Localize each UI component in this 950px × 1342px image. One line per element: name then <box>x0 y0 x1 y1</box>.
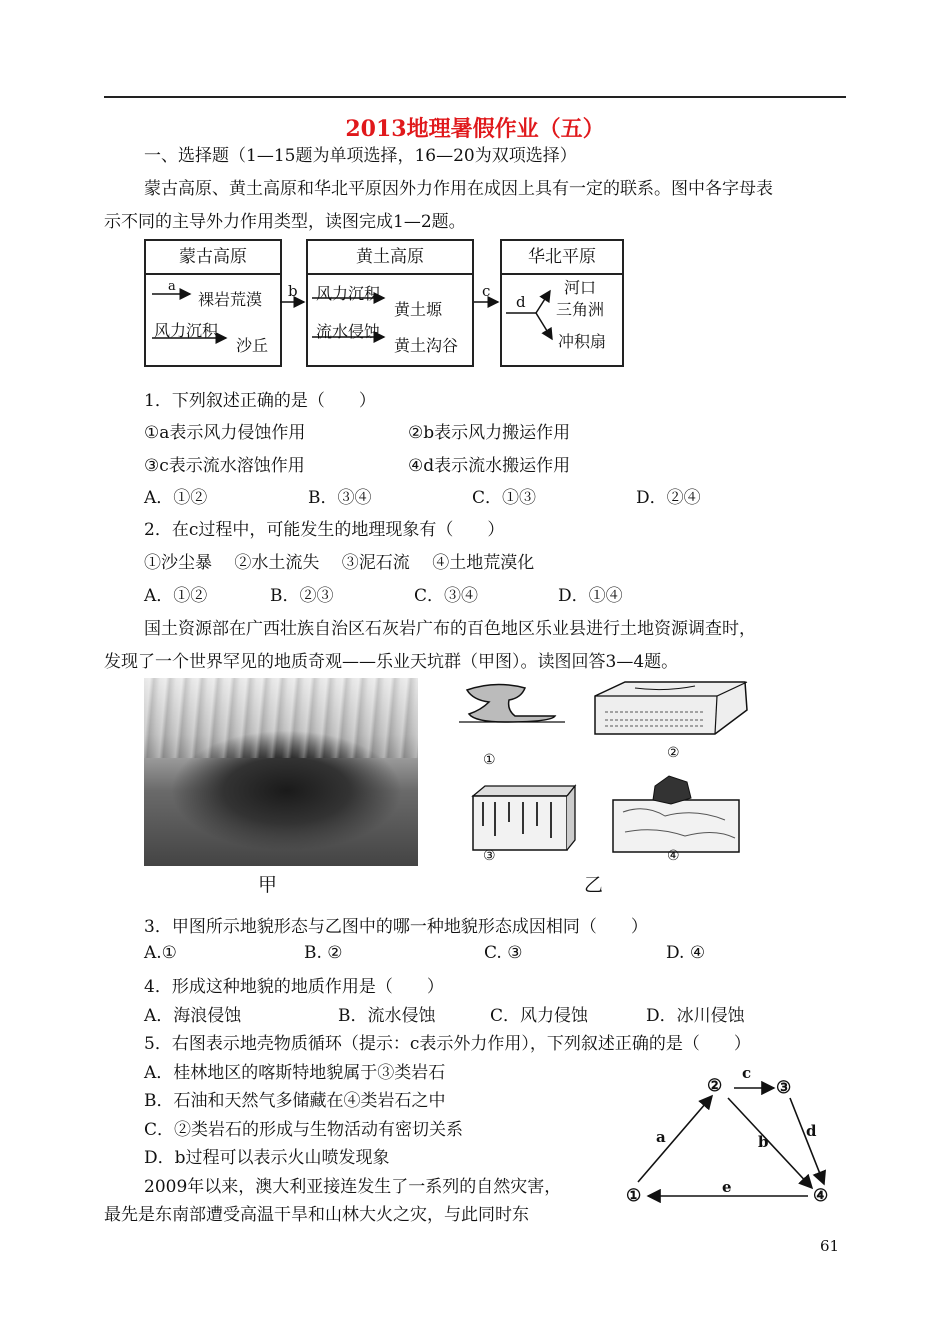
label-water-erosion: 流水侵蚀 <box>316 322 381 341</box>
label-wind-deposition: 风力沉积 <box>154 321 219 340</box>
q3-stem: 3．甲图所示地貌形态与乙图中的哪一种地貌形态成因相同（ ） <box>144 917 648 937</box>
q2-option-c: C．③④ <box>414 586 479 606</box>
q3-option-a: A.① <box>144 943 177 963</box>
q3-option-d: D. ④ <box>666 943 706 963</box>
q1-statement-1: ①a表示风力侵蚀作用 <box>144 423 306 443</box>
q2-option-a: A．①② <box>144 586 208 606</box>
q5-option-b: B．石油和天然气多储藏在④类岩石之中 <box>144 1091 446 1111</box>
q1-option-c: C．①③ <box>472 488 537 508</box>
q4-option-b: B．流水侵蚀 <box>338 1006 436 1026</box>
q5-option-d: D．b过程可以表示火山喷发现象 <box>144 1148 390 1168</box>
q1-stem: 1．下列叙述正确的是（ ） <box>144 391 376 411</box>
figure-label-jia: 甲 <box>258 874 278 896</box>
top-rule <box>104 96 846 98</box>
page-number: 61 <box>820 1237 840 1255</box>
label-delta: 三角洲 <box>556 300 605 319</box>
label-b: b <box>288 282 298 300</box>
intro-paragraph-3-line-1: 2009年以来，澳大利亚接连发生了一系列的自然灾害， <box>144 1177 562 1197</box>
cycle-label-a: a <box>656 1128 666 1146</box>
page-title: 2013地理暑假作业（五） <box>345 116 605 142</box>
intro-paragraph-3-line-2: 最先是东南部遭受高温干旱和山林大火之灾，与此同时东 <box>104 1205 529 1225</box>
q1-statement-4: ④d表示流水搬运作用 <box>408 456 571 476</box>
label-river-mouth: 河口 <box>564 278 597 297</box>
label-c: c <box>482 282 491 300</box>
q4-stem: 4．形成这种地貌的地质作用是（ ） <box>144 977 444 997</box>
label-alluvial-fan: 冲积扇 <box>558 332 607 351</box>
intro-paragraph-1-line-2: 示不同的主导外力作用类型，读图完成1—2题。 <box>104 212 466 232</box>
landform-sketches <box>455 676 755 876</box>
sketch-number-3: ③ <box>483 848 496 864</box>
intro-paragraph-2-line-2: 发现了一个世界罕见的地质奇观——乐业天坑群（甲图）。读图回答3—4题。 <box>104 652 679 672</box>
q3-option-b: B. ② <box>304 943 343 963</box>
q2-phenomena: ①沙尘暴 ②水土流失 ③泥石流 ④土地荒漠化 <box>144 553 535 573</box>
label-loess-gully: 黄土沟谷 <box>394 336 459 355</box>
sketch-sinkhole-block <box>613 776 739 852</box>
label-wind-deposition: 风力沉积 <box>316 284 381 303</box>
cycle-node-4: ④ <box>813 1186 829 1206</box>
label-sand-dune: 沙丘 <box>236 336 269 355</box>
label-bare-rock-desert: 裸岩荒漠 <box>198 290 263 309</box>
q4-option-c: C．风力侵蚀 <box>490 1006 589 1026</box>
sketch-cave-block <box>473 786 575 850</box>
q5-option-c: C．②类岩石的形成与生物活动有密切关系 <box>144 1120 464 1140</box>
intro-paragraph-2-line-1: 国土资源部在广西壮族自治区石灰岩广布的百色地区乐业县进行土地资源调查时， <box>144 619 756 639</box>
q1-option-b: B．③④ <box>308 488 372 508</box>
sketch-number-2: ② <box>667 745 680 761</box>
box-title: 华北平原 <box>502 241 622 275</box>
sinkhole-photo <box>144 678 418 866</box>
sketch-number-4: ④ <box>667 848 680 864</box>
box-title: 黄土高原 <box>308 241 472 275</box>
label-d: d <box>516 293 526 311</box>
cycle-label-d: d <box>806 1122 817 1140</box>
cycle-label-b: b <box>758 1133 769 1151</box>
cycle-label-c: c <box>742 1064 752 1082</box>
q3-option-c: C. ③ <box>484 943 523 963</box>
section-heading: 一、选择题（1—15题为单项选择，16—20为双项选择） <box>144 146 577 166</box>
q2-stem: 2．在c过程中，可能发生的地理现象有（ ） <box>144 520 505 540</box>
cycle-node-2: ② <box>707 1076 723 1096</box>
label-a: a <box>168 279 176 294</box>
q4-option-d: D．冰川侵蚀 <box>646 1006 745 1026</box>
figure-label-yi: 乙 <box>584 874 604 896</box>
q5-option-a: A．桂林地区的喀斯特地貌属于③类岩石 <box>144 1063 446 1083</box>
q1-statement-3: ③c表示流水溶蚀作用 <box>144 456 305 476</box>
q1-option-a: A．①② <box>144 488 208 508</box>
q4-option-a: A．海浪侵蚀 <box>144 1006 242 1026</box>
q5-stem: 5．右图表示地壳物质循环（提示：c表示外力作用），下列叙述正确的是（ ） <box>144 1034 751 1054</box>
q2-option-d: D．①④ <box>558 586 623 606</box>
sketch-plateau-block <box>595 682 747 734</box>
cycle-node-3: ③ <box>776 1078 792 1098</box>
cycle-node-1: ① <box>626 1186 642 1206</box>
flow-arrows <box>140 235 630 370</box>
box-title: 蒙古高原 <box>146 241 280 275</box>
sketch-number-1: ① <box>483 752 496 768</box>
sketch-mushroom-rock <box>459 684 565 722</box>
q1-statement-2: ②b表示风力搬运作用 <box>408 423 571 443</box>
intro-paragraph-1-line-1: 蒙古高原、黄土高原和华北平原因外力作用在成因上具有一定的联系。图中各字母表 <box>144 179 773 199</box>
q2-option-b: B．②③ <box>270 586 334 606</box>
cycle-label-e: e <box>722 1178 732 1196</box>
label-loess-tableland: 黄土塬 <box>394 300 443 319</box>
q1-option-d: D．②④ <box>636 488 701 508</box>
